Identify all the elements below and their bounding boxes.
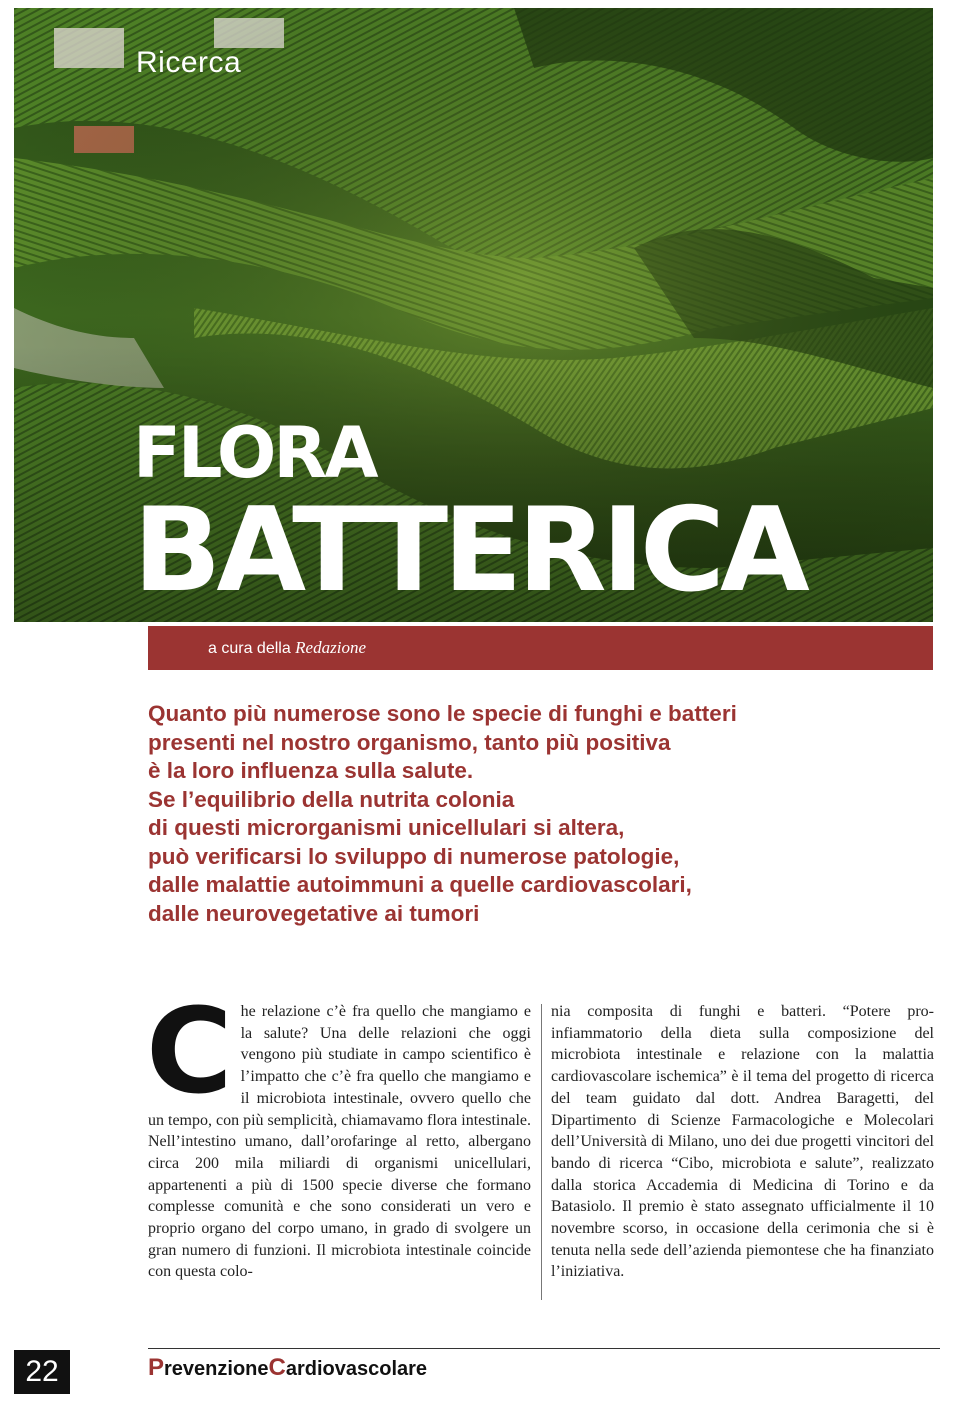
byline-author: Redazione: [295, 638, 366, 657]
brand-text-1: revenzione: [164, 1358, 269, 1380]
lead-line: Quanto più numerose sono le specie di funghi e batteri: [148, 701, 737, 726]
lead-line: di questi microrganismi unicellulari si altera,: [148, 815, 625, 840]
body-column-left: [146, 982, 531, 1283]
article-title-line-2: BATTERICA: [133, 483, 805, 618]
section-label: Ricerca: [136, 46, 242, 79]
body-text-left: he relazione c’è fra quello che mangiamo e la salute? Una delle relazioni che oggi vengono più studiate in campo scientifico è l’impatto che c’è fra quello che mangiamo e il microbiota intestinale, ovvero quello che un tempo, con più semplicità, chiamavamo flora intestinale. Nell’intestino umano, dall’orofaringe al retto, albergano circa 200 mila miliardi di organismi unicellulari, appartenenti a più di 1500 specie diverse che formano complesse comunità e che sono considerati un vero e proprio organo del corpo umano, in grado di svolgere un gran numero di funzioni. Il microbiota intestinale coincide con questa colo-: [148, 1003, 531, 1281]
column-divider: [541, 1004, 542, 1300]
page-number: 22: [14, 1350, 70, 1394]
brand-text-2: ardiovascolare: [285, 1358, 428, 1380]
lead-line: presenti nel nostro organismo, tanto più positiva: [148, 729, 671, 755]
lead-line: è la loro influenza sulla salute.: [148, 758, 474, 783]
article-title-line-1: FLORA: [133, 412, 376, 494]
footer-rule: [148, 1348, 940, 1349]
body-column-right: [551, 1001, 934, 1283]
lead-paragraph: [148, 700, 908, 928]
magazine-brand: [148, 1354, 427, 1382]
byline-bar: [148, 626, 933, 670]
byline-prefix: a cura della: [208, 640, 291, 657]
brand-initial-c: C: [268, 1354, 286, 1381]
lead-line: può verificarsi lo sviluppo di numerose patologie,: [148, 843, 680, 869]
brand-initial-p: P: [148, 1354, 165, 1381]
lead-line: dalle malattie autoimmuni a quelle cardiovascolari,: [148, 872, 692, 897]
lead-line: Se l’equilibrio della nutrita colonia: [148, 786, 515, 812]
drop-cap: C: [146, 982, 233, 1120]
lead-line: dalle neurovegetative ai tumori: [148, 900, 480, 926]
body-text-right: nia composita di funghi e batteri. “Potere pro-infiammatorio della dieta sulla composizione del microbiota intestinale e relazione con la malattia cardiovascolare ischemica” è il tema del progetto di ricerca del team guidato dal dott. Andrea Baragetti, del Dipartimento di Scienze Farmacologiche e Molecolari dell’Università di Milano, uno dei due progetti vincitori del bando di ricerca “Cibo, microbiota e salute”, realizzato dalla storica Accademia di Medicina di Torino e da Batasiolo. Il premio è stato assegnato ufficialmente il 10 novembre scorso, in occasione della cerimonia che si è tenuta nella sede dell’azienda piemontese che ha finanziato l’iniziativa.: [551, 1003, 934, 1281]
byline: [208, 638, 366, 658]
